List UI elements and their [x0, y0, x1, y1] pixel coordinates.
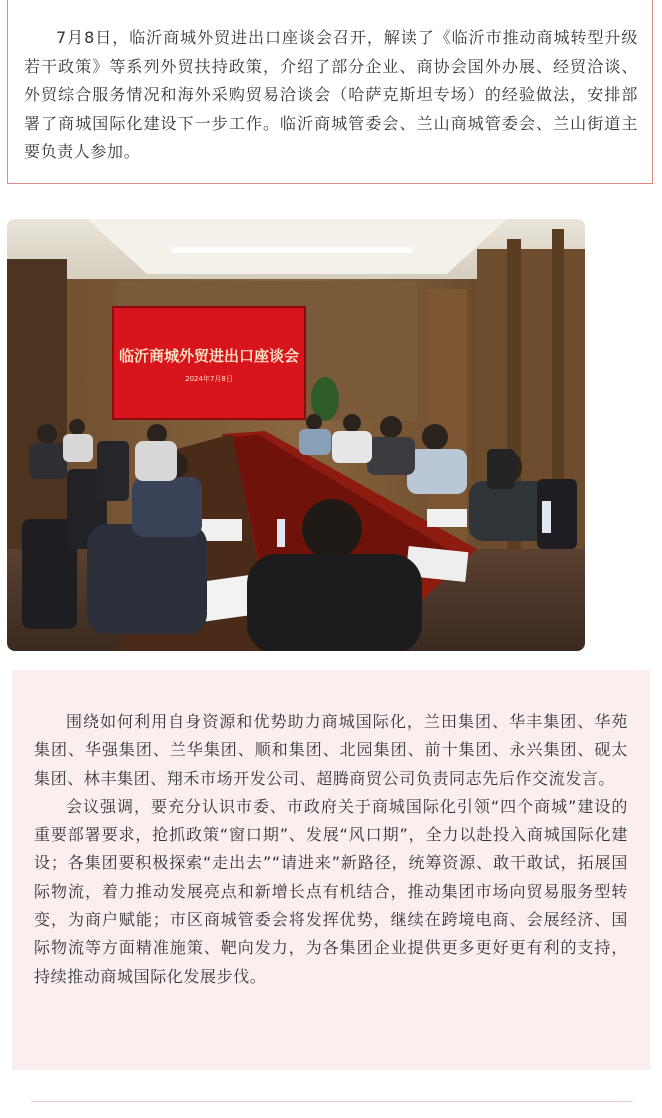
banner-title: 临沂商城外贸进出口座谈会: [118, 347, 300, 365]
paragraph-2: 会议强调，要充分认识市委、市政府关于商城国际化引领“四个商城”建设的重要部署要求，抢抓政策“窗口期”、发展“风口期”，全力以赴投入商城国际化建设；各集团要积极探索“走出去”“请进来”新路径，统筹资源、敢干敢试，拓展国际物流，着力推动发展亮点和新增长点有机结合，推动集团市场向贸易服务型转变，为商户赋能；市区商城管委会将发挥优势，继续在跨境电商、会展经济、国际物流等方面精准施策、靶向发力，为各集团企业提供更多更好更有利的支持，持续推动商城国际化发展步伐。: [34, 796, 628, 986]
intro-box: [7, 0, 653, 184]
paragraph-1: 围绕如何利用自身资源和优势助力商城国际化，兰田集团、华丰集团、华苑集团、华强集团、兰华集团、顺和集团、北园集团、前十集团、永兴集团、砚太集团、林丰集团、翔禾市场开发公司、超腾商贸公司负责同志先后作交流发言。: [34, 712, 628, 788]
body-panel: [12, 670, 650, 1070]
banner-date: 2024年7月8日: [185, 375, 233, 383]
divider: [31, 1101, 633, 1102]
intro-paragraph: 7月8日，临沂商城外贸进出口座谈会召开，解读了《临沂市推动商城转型升级若干政策》等系列外贸扶持政策，介绍了部分企业、商协会国外办展、经贸洽谈、外贸综合服务情况和海外采购贸易洽谈会（哈萨克斯坦专场）的经验做法，安排部署了商城国际化建设下一步工作。临沂商城管委会、兰山商城管委会、兰山街道主要负责人参加。: [24, 28, 638, 161]
meeting-photo: [7, 219, 585, 651]
